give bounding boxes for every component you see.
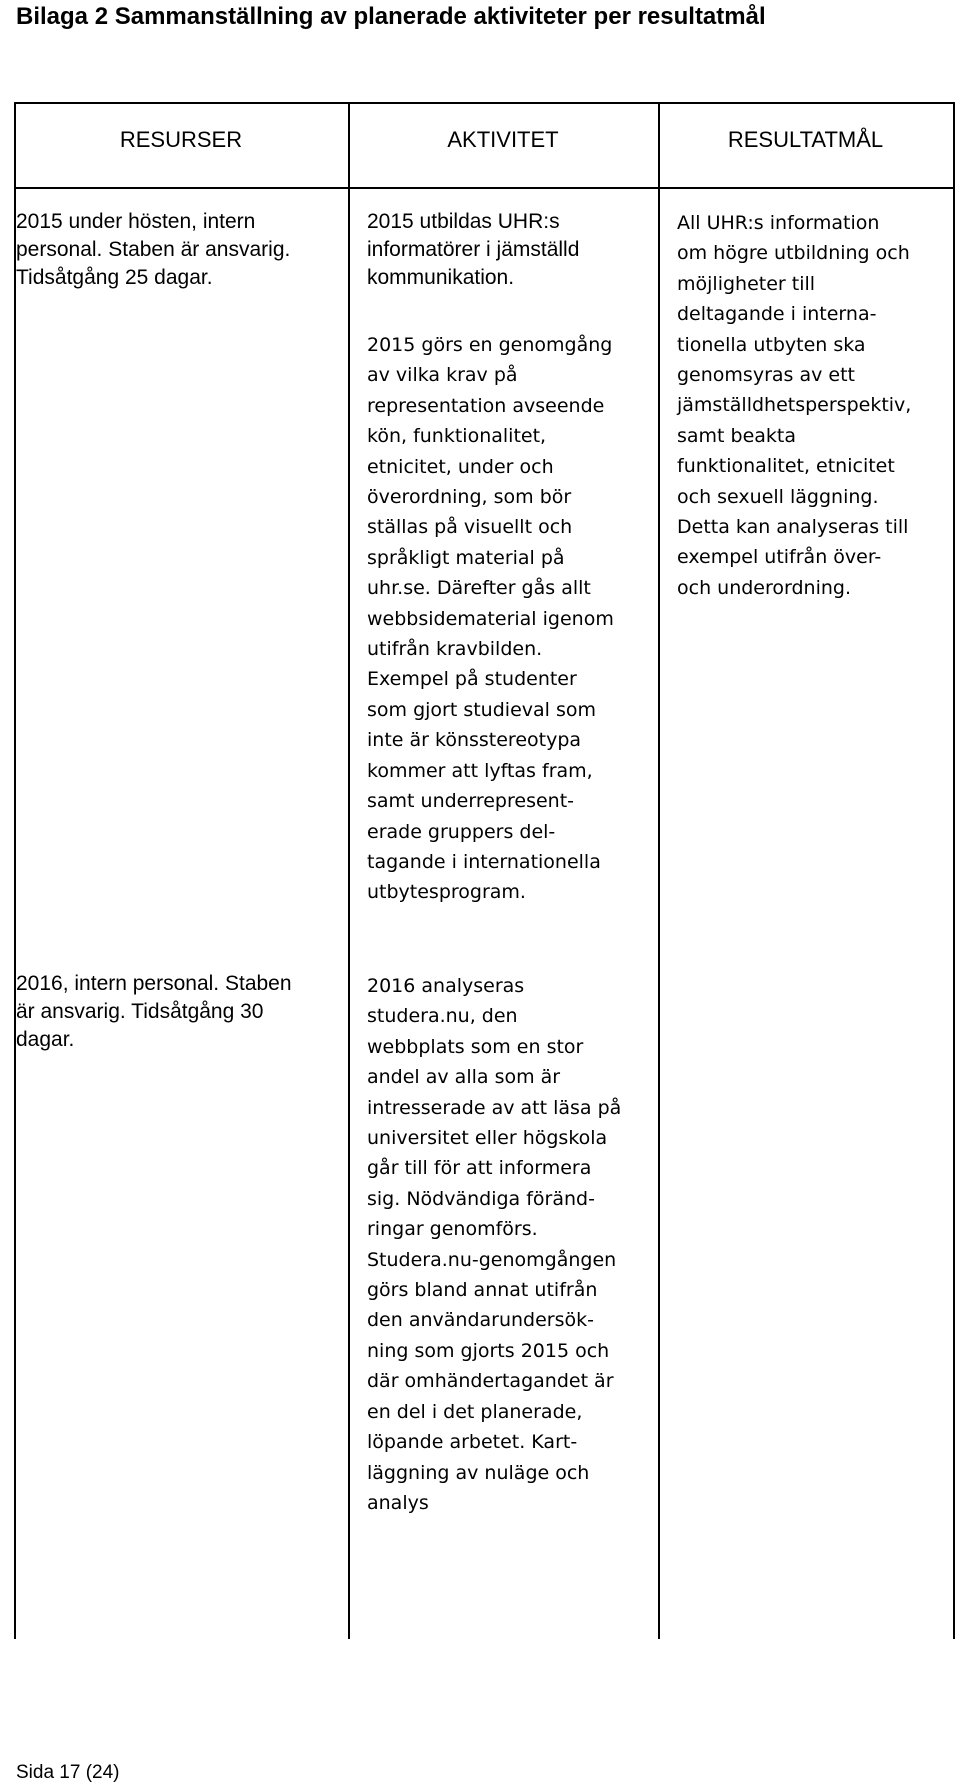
text-line: informatörer i jämställd <box>367 238 580 261</box>
text-line: och underordning. <box>677 576 852 599</box>
row1-aktivitet-detail <box>367 330 614 908</box>
text-line: den användarundersök- <box>367 1309 594 1332</box>
text-line: 2015 görs en genomgång <box>367 334 613 356</box>
text-line: om högre utbildning och <box>677 242 910 265</box>
text-line: universitet eller högskola <box>367 1127 608 1150</box>
text-line: är ansvarig. Tidsåtgång 30 <box>16 1000 264 1023</box>
text-line: studera.nu, den <box>367 1005 518 1028</box>
table-right-border <box>953 102 955 1639</box>
text-line: kommunikation. <box>367 266 515 289</box>
text-line: överordning, som bör <box>367 486 572 509</box>
text-line: inte är könsstereotypa <box>367 729 582 752</box>
text-line: möjligheter till <box>677 272 816 295</box>
header-resurser: RESURSER <box>119 127 243 152</box>
text-line: webbplats som en stor <box>367 1035 584 1058</box>
text-line: av vilka krav på <box>367 364 518 387</box>
row1-aktivitet-intro <box>367 208 579 292</box>
text-line: exempel utifrån över- <box>677 546 882 569</box>
text-line: funktionalitet, etnicitet <box>677 455 895 478</box>
text-line: tionella utbyten ska <box>677 333 866 356</box>
document-title: Bilaga 2 Sammanställning av planerade aktiviteter per resultatmål <box>16 3 766 30</box>
row2-aktivitet <box>367 971 621 1518</box>
text-line: utifrån kravbilden. <box>367 638 543 661</box>
text-line: samt beakta <box>677 424 797 447</box>
text-line: tagande i internationella <box>367 850 601 873</box>
text-line: kommer att lyftas fram, <box>367 759 593 782</box>
text-line: går till för att informera <box>367 1157 592 1180</box>
text-line: samt underrepresent- <box>367 790 575 813</box>
activities-table <box>14 102 955 1639</box>
text-line: som gjort studieval som <box>367 698 596 721</box>
page-number: Sida 17 (24) <box>16 1762 120 1783</box>
text-line: Tidsåtgång 25 dagar. <box>16 266 213 289</box>
text-line: ringar genomförs. <box>367 1218 538 1241</box>
text-line: analys <box>367 1491 429 1514</box>
text-line: 2015 under hösten, intern <box>16 210 256 233</box>
text-line: andel av alla som är <box>367 1066 561 1089</box>
text-line: en del i det planerade, <box>367 1400 583 1423</box>
text-line: etnicitet, under och <box>367 455 554 478</box>
text-line: 2016 analyseras <box>367 975 525 997</box>
text-line: representation avseende <box>367 394 605 417</box>
text-line: språkligt material på <box>367 546 565 569</box>
text-line: utbytesprogram. <box>367 881 526 904</box>
text-line: ning som gjorts 2015 och <box>367 1339 610 1362</box>
column-divider-1 <box>348 102 350 1639</box>
text-line: dagar. <box>16 1028 75 1051</box>
text-line: där omhändertagandet är <box>367 1370 614 1393</box>
header-aktivitet: AKTIVITET <box>447 127 559 152</box>
text-line: genomsyras av ett <box>677 364 855 387</box>
text-line: All UHR:s information <box>677 212 880 234</box>
text-line: jämställdhetsperspektiv, <box>677 394 912 417</box>
text-line: görs bland annat utifrån <box>367 1279 598 1302</box>
row1-resurser <box>16 208 290 292</box>
header-bottom-border <box>14 187 955 189</box>
text-line: deltagande i interna- <box>677 303 877 326</box>
table-top-border <box>14 102 955 104</box>
text-line: och sexuell läggning. <box>677 485 879 508</box>
text-line: 2015 utbildas UHR:s <box>367 210 560 233</box>
text-line: kön, funktionalitet, <box>367 425 547 448</box>
row2-resurser <box>16 970 292 1054</box>
text-line: intresserade av att läsa på <box>367 1096 622 1119</box>
text-line: Detta kan analyseras till <box>677 516 909 539</box>
row1-resultatmal <box>677 208 911 603</box>
text-line: läggning av nuläge och <box>367 1461 590 1484</box>
text-line: löpande arbetet. Kart- <box>367 1431 578 1454</box>
text-line: webbsidematerial igenom <box>367 607 614 630</box>
text-line: erade gruppers del- <box>367 820 556 843</box>
table-left-border <box>14 102 16 1639</box>
text-line: sig. Nödvändiga föränd- <box>367 1187 595 1210</box>
text-line: Studera.nu-genomgången <box>367 1248 617 1271</box>
text-line: uhr.se. Därefter gås allt <box>367 577 591 600</box>
text-line: Exempel på studenter <box>367 668 577 691</box>
column-divider-2 <box>658 102 660 1639</box>
text-line: 2016, intern personal. Staben <box>16 972 292 995</box>
header-resultatmal: RESULTATMÅL <box>727 127 884 152</box>
text-line: ställas på visuellt och <box>367 516 573 539</box>
text-line: personal. Staben är ansvarig. <box>16 238 291 261</box>
